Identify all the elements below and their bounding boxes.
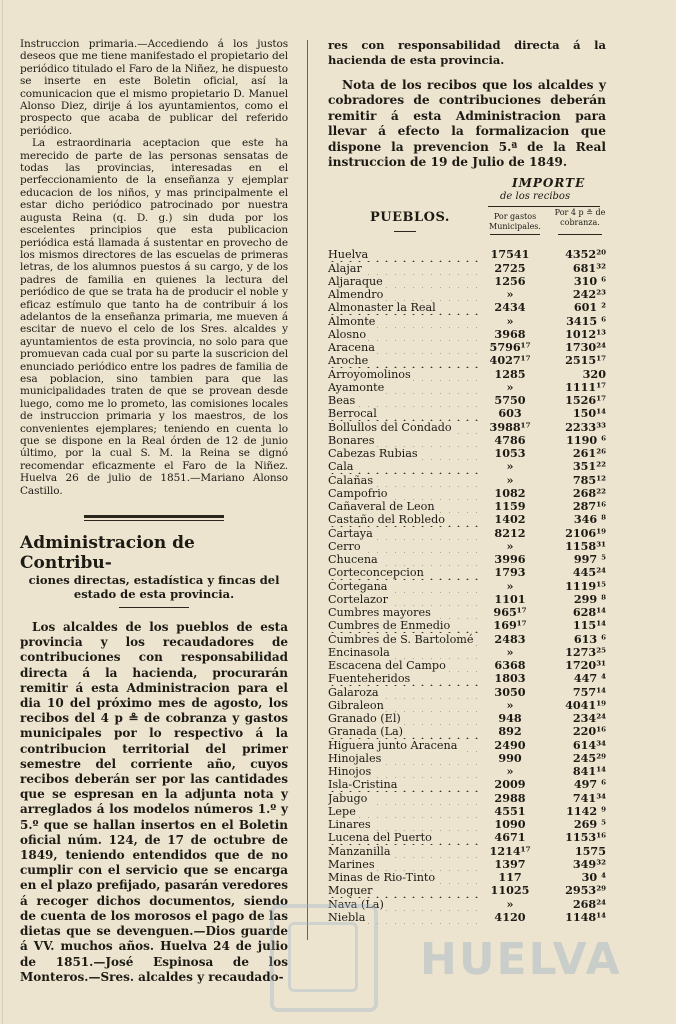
- gastos-municipales-cell: »: [506, 460, 514, 474]
- pueblo-cell: [328, 699, 480, 712]
- pueblo-cell: [328, 831, 480, 844]
- cobranza-cell: 2106¹⁹: [565, 526, 606, 540]
- table-row: [328, 633, 606, 646]
- importe-rule: [488, 206, 600, 207]
- table-header: [328, 176, 606, 242]
- gastos-municipales-cell: 948: [498, 712, 522, 726]
- table-row: [328, 606, 606, 619]
- table-row: [328, 328, 606, 341]
- table-row: [328, 288, 606, 301]
- section-rule: [119, 607, 189, 608]
- pueblo-cell: [328, 739, 480, 752]
- pueblo-name: Cañaveral de Leon: [328, 500, 435, 514]
- cobranza-cell: 1148¹⁴: [565, 910, 606, 924]
- instruccion-primaria-notice: Instruccion primaria.—Accediendo á los justos deseos que me tiene manifestado el propietario del periódico titulado el Faro de la Niñez, he dispuesto se inserte en este Boletin oficial, así la comunicacion que el mismo propietario D. Manuel Alonso Diez, dirije á los ayuntamientos, como el prospecto que acaba de publicar del referido periódico.: [20, 38, 288, 137]
- watermark-logo-icon: [270, 904, 378, 1012]
- pueblo-name: Aracena: [328, 341, 375, 355]
- cobranza-cell: 681³²: [572, 261, 606, 275]
- pueblo-cell: [328, 884, 480, 897]
- pueblo-name: Cumbres de Enmedio: [328, 619, 451, 633]
- gastos-municipales-cell: 2483: [494, 632, 526, 646]
- pueblo-cell: [328, 301, 480, 314]
- cobranza-cell: 4352²⁰: [565, 248, 606, 262]
- pueblo-name: Calañas: [328, 473, 374, 487]
- left-column: [20, 38, 288, 985]
- gastos-municipales-cell: 1803: [494, 672, 526, 686]
- cobranza-cell: 841¹⁴: [572, 765, 606, 779]
- table-row: [328, 275, 606, 288]
- pueblo-cell: [328, 792, 480, 805]
- pueblo-cell: [328, 513, 480, 526]
- pueblo-cell: [328, 633, 480, 646]
- pueblo-cell: [328, 500, 480, 513]
- column-rule: [307, 40, 308, 940]
- gastos-municipales-cell: 603: [498, 407, 522, 421]
- section-subtitle: ciones directas, estadística y fincas del estado de esta provincia.: [28, 573, 280, 602]
- table-row: [328, 248, 606, 261]
- table-row: [328, 646, 606, 659]
- gastos-municipales-cell: 4120: [494, 910, 526, 924]
- pueblo-cell: [328, 341, 480, 354]
- pueblo-name: Alajar: [328, 261, 362, 275]
- cobranza-cell: 741³⁴: [572, 791, 606, 805]
- pueblo-name: Minas de Rio-Tinto: [328, 871, 436, 885]
- pueblo-cell: [328, 447, 480, 460]
- gastos-municipales-cell: 1256: [494, 274, 526, 288]
- pueblo-name: Almonte: [328, 314, 376, 328]
- pueblo-name: Granada (La): [328, 725, 404, 739]
- cobranza-cell: 1012¹³: [565, 327, 606, 341]
- cobranza-cell: 1190 ⁶: [566, 433, 606, 447]
- pueblo-name: Corteconcepcion: [328, 566, 424, 580]
- pueblo-cell: [328, 487, 480, 500]
- pueblo-cell: [328, 527, 480, 540]
- pueblo-name: Bonares: [328, 433, 375, 447]
- cobranza-cell: 1273²⁵: [565, 645, 606, 659]
- cobranza-cell: 447 ⁴: [573, 672, 606, 686]
- gastos-municipales-cell: »: [506, 579, 514, 593]
- table-row: [328, 845, 606, 858]
- pueblo-cell: [328, 368, 480, 381]
- pueblo-cell: [328, 646, 480, 659]
- cobranza-cell: 445²⁴: [572, 566, 606, 580]
- table-row: [328, 672, 606, 685]
- pueblo-name: Niebla: [328, 910, 366, 924]
- gastos-municipales-cell: 892: [498, 725, 522, 739]
- pueblo-name: Almonaster la Real: [328, 301, 436, 315]
- table-row: [328, 725, 606, 738]
- gastos-municipales-cell: 5796¹⁷: [489, 341, 531, 355]
- table-row: [328, 659, 606, 672]
- pueblo-name: Hinojos: [328, 765, 372, 779]
- gastos-municipales-cell: 965¹⁷: [493, 606, 527, 620]
- pueblo-cell: [328, 434, 480, 447]
- pueblo-name: Nava (La): [328, 897, 384, 911]
- table-row: [328, 474, 606, 487]
- cobranza-cell: 601 ²: [573, 301, 606, 315]
- gastos-municipales-cell: 1159: [494, 500, 526, 514]
- pueblo-name: Almendro: [328, 288, 384, 302]
- cobranza-cell: 1720³¹: [565, 659, 606, 673]
- pueblo-name: Lepe: [328, 804, 356, 818]
- gastos-municipales-cell: 4027¹⁷: [489, 354, 531, 368]
- pueblo-name: Isla-Cristina: [328, 778, 398, 792]
- cobranza-cell: 115¹⁴: [572, 619, 606, 633]
- gastos-municipales-cell: »: [506, 314, 514, 328]
- cobranza-cell: 1526¹⁷: [565, 394, 606, 408]
- cobranza-cell: 1575: [574, 844, 606, 858]
- table-row: [328, 527, 606, 540]
- page-edge: [2, 0, 3, 1024]
- gastos-municipales-cell: 17541: [490, 248, 530, 262]
- cobranza-cell: 261²⁶: [572, 447, 606, 461]
- pueblo-cell: [328, 765, 480, 778]
- cobranza-cell: 497 ⁶: [573, 778, 606, 792]
- column-header-cobranza: Por 4 p ≗ de cobranza.: [554, 208, 606, 228]
- table-row: [328, 858, 606, 871]
- pueblo-name: Gibraleon: [328, 698, 384, 712]
- gastos-municipales-cell: 2490: [494, 738, 526, 752]
- continued-text: res con responsabilidad directa á la hacienda de esta provincia.: [328, 38, 606, 67]
- pueblo-cell: [328, 845, 480, 858]
- table-row: [328, 540, 606, 553]
- pueblo-name: Alosno: [328, 327, 367, 341]
- pueblo-name: Lucena del Puerto: [328, 831, 432, 845]
- pueblo-name: Hinojales: [328, 751, 382, 765]
- pueblo-name: Galaroza: [328, 685, 379, 699]
- cobranza-cell: 2953²⁹: [565, 884, 606, 898]
- pueblo-name: Cerro: [328, 539, 361, 553]
- table-row: [328, 778, 606, 791]
- pueblos-rule: [394, 231, 416, 232]
- pueblo-name: Campofrio: [328, 486, 388, 500]
- cobranza-cell: 268²⁴: [572, 897, 606, 911]
- pueblo-name: Beas: [328, 394, 356, 408]
- pueblo-cell: [328, 686, 480, 699]
- pueblo-cell: [328, 540, 480, 553]
- table-row: [328, 301, 606, 314]
- gastos-municipales-cell: 2725: [494, 261, 526, 275]
- pueblo-cell: [328, 778, 480, 791]
- cobranza-cell: 320: [582, 367, 606, 381]
- pueblo-cell: [328, 553, 480, 566]
- pueblo-cell: [328, 593, 480, 606]
- gastos-municipales-cell: 1402: [494, 513, 526, 527]
- gastos-municipales-cell: »: [506, 473, 514, 487]
- pueblo-name: Cumbres mayores: [328, 606, 431, 620]
- pueblo-name: Granado (El): [328, 712, 401, 726]
- pueblo-name: Bollullos del Condado: [328, 420, 452, 434]
- pueblo-name: Ayamonte: [328, 380, 385, 394]
- pueblo-name: Berrocal: [328, 407, 377, 421]
- table-row: [328, 752, 606, 765]
- cobranza-cell: 269 ⁵: [573, 818, 606, 832]
- gastos-municipales-cell: 5750: [494, 394, 526, 408]
- pueblo-name: Castaño del Robledo: [328, 513, 445, 527]
- gastos-municipales-cell: 8212: [494, 526, 526, 540]
- pueblo-name: Cartaya: [328, 526, 373, 540]
- table-row: [328, 884, 606, 897]
- contribuciones-notice: Los alcaldes de los pueblos de esta provincia y los recaudadores de contribuciones con responsabilidad directa á la hacienda, procurarán remitir á esta Administracion para el dia 10 del próximo mes de agosto, los recibos del 4 p ≗ de cobranza y gastos municipales por lo respectivo á la contribucion territorial del primer semestre del corriente año, cuyos recibos deberán ser por las cantidades que se espresan en la adjunta nota y arreglados á los modelos números 1.º y 5.º que se hallan insertos en el Boletin oficial núm. 124, de 17 de octubre de 1849, teniendo entendidos que de no cumplir con el servicio que se encarga en el plazo prefijado, pasarán veredores á recoger dichos documentos, siendo de cuenta de los morosos el pago de las dietas que se devenguen.—Dios guarde á VV. muchos años. Huelva 24 de julio de 1851.—José Espinosa de los Monteros.—Sres. alcaldes y recaudado-: [20, 620, 288, 984]
- cobranza-cell: 2233³³: [565, 420, 606, 434]
- cobranza-cell: 310 ⁶: [573, 274, 606, 288]
- cobranza-cell: 349³²: [572, 857, 606, 871]
- pueblo-cell: [328, 725, 480, 738]
- table-row: [328, 262, 606, 275]
- table-row: [328, 712, 606, 725]
- column-rule-municipales: [490, 234, 540, 235]
- pueblo-cell: [328, 818, 480, 831]
- pueblo-cell: [328, 566, 480, 579]
- pueblo-name: Cortelazor: [328, 592, 388, 606]
- table-row: [328, 381, 606, 394]
- gastos-municipales-cell: »: [506, 765, 514, 779]
- pueblo-name: Aroche: [328, 354, 369, 368]
- pueblo-cell: [328, 407, 480, 420]
- pueblo-name: Manzanilla: [328, 844, 391, 858]
- pueblo-cell: [328, 328, 480, 341]
- gastos-municipales-cell: 3996: [494, 553, 526, 567]
- pueblos-header: PUEBLOS.: [370, 210, 450, 226]
- pueblo-cell: [328, 354, 480, 367]
- cobranza-cell: 1730²⁴: [565, 341, 606, 355]
- cobranza-cell: 287¹⁶: [572, 500, 606, 514]
- cobranza-cell: 757¹⁴: [572, 685, 606, 699]
- pueblo-cell: [328, 381, 480, 394]
- table-row: [328, 500, 606, 513]
- cobranza-cell: 1142 ⁹: [566, 804, 606, 818]
- cobranza-cell: 1111¹⁷: [565, 380, 606, 394]
- gastos-municipales-cell: »: [506, 539, 514, 553]
- cobranza-cell: 150¹⁴: [572, 407, 606, 421]
- pueblo-cell: [328, 275, 480, 288]
- gastos-municipales-cell: 1397: [494, 857, 526, 871]
- table-row: [328, 871, 606, 884]
- pueblo-cell: [328, 288, 480, 301]
- section-divider: [84, 515, 224, 521]
- gastos-municipales-cell: 3968: [494, 327, 526, 341]
- pueblo-name: Encinasola: [328, 645, 390, 659]
- table-row: [328, 341, 606, 354]
- pueblo-cell: [328, 421, 480, 434]
- pueblo-cell: [328, 580, 480, 593]
- cobranza-cell: 613 ⁶: [573, 632, 606, 646]
- table-row: [328, 434, 606, 447]
- cobranza-cell: 997 ⁵: [573, 553, 606, 567]
- pueblo-name: Chucena: [328, 553, 378, 567]
- table-row: [328, 447, 606, 460]
- pueblo-cell: [328, 752, 480, 765]
- gastos-municipales-cell: »: [506, 380, 514, 394]
- cobranza-cell: 220¹⁶: [572, 725, 606, 739]
- gastos-municipales-cell: 1793: [494, 566, 526, 580]
- gastos-municipales-cell: 2434: [494, 301, 526, 315]
- table-row: [328, 739, 606, 752]
- archive-watermark: [270, 898, 622, 1018]
- column-rule-cobranza: [558, 234, 602, 235]
- cobranza-cell: 1158³¹: [565, 539, 606, 553]
- gastos-municipales-cell: 2988: [494, 791, 526, 805]
- gastos-municipales-cell: 1090: [494, 818, 526, 832]
- gastos-municipales-cell: »: [506, 645, 514, 659]
- pueblo-name: Higuera junto Aracena: [328, 738, 458, 752]
- table-row: [328, 580, 606, 593]
- gastos-municipales-cell: 1053: [494, 447, 526, 461]
- table-row: [328, 487, 606, 500]
- pueblo-cell: [328, 712, 480, 725]
- pueblo-cell: [328, 248, 480, 261]
- pueblo-cell: [328, 858, 480, 871]
- table-row: [328, 513, 606, 526]
- cobranza-cell: 351²²: [572, 460, 606, 474]
- table-row: [328, 765, 606, 778]
- pueblo-cell: [328, 805, 480, 818]
- pueblo-name: Cortegana: [328, 579, 388, 593]
- table-row: [328, 407, 606, 420]
- gastos-municipales-cell: 4671: [494, 831, 526, 845]
- table-row: [328, 805, 606, 818]
- cobranza-cell: 2515¹⁷: [565, 354, 606, 368]
- recibos-table-body: [328, 248, 606, 924]
- pueblo-cell: [328, 394, 480, 407]
- pueblo-name: Fuenteheridos: [328, 672, 411, 686]
- table-row: [328, 619, 606, 632]
- gastos-municipales-cell: 3988¹⁷: [489, 420, 531, 434]
- gastos-municipales-cell: 4786: [494, 433, 526, 447]
- gastos-municipales-cell: 4551: [494, 804, 526, 818]
- importe-subtitle: de los recibos: [500, 191, 571, 203]
- pueblo-name: Linares: [328, 818, 371, 832]
- watermark-text: HUELVA: [420, 934, 622, 985]
- pueblo-cell: [328, 871, 480, 884]
- pueblo-name: Jabugo: [328, 791, 368, 805]
- section-title: Administracion de Contribu-: [20, 533, 195, 574]
- pueblo-name: Cabezas Rubias: [328, 447, 418, 461]
- table-row: [328, 553, 606, 566]
- table-row: [328, 792, 606, 805]
- pueblo-name: Arroyomolinos: [328, 367, 411, 381]
- pueblo-name: Cala: [328, 460, 354, 474]
- cobranza-cell: 299 ⁸: [573, 592, 606, 606]
- gastos-municipales-cell: 2009: [494, 778, 526, 792]
- pueblo-name: Cumbres de S. Bartolomé: [328, 632, 474, 646]
- pueblo-name: Moguer: [328, 884, 373, 898]
- pueblo-name: Aljaraque: [328, 274, 383, 288]
- gastos-municipales-cell: 11025: [490, 884, 530, 898]
- pueblo-name: Escacena del Campo: [328, 659, 446, 673]
- table-row: [328, 354, 606, 367]
- faro-ninez-paragraph: La estraordinaria aceptacion que este ha merecido de parte de las personas sensatas de todas las provincias, interesadas en el perfeccionamiento de la enseñanza y ejemplar educacion de los niños, y mas principalmente el estar dicho periódico patrocinado por nuestra augusta Reina (q. D. g.) sin duda por los escelentes principios que esta publicacion periódica está llamada á sustentar en provecho de los mismos directores de las escuelas de primeras letras, de los alumnos puestos á su cargo, y de los padres de familia en quienes la lectura del periódico de que se trata ha de producir el noble y eficaz estímulo que tanto ha de contribuir á los adelantos de la enseñanza primaria, me mueven á escitar de nuevo el celo de los Sres. alcaldes y ayuntamientos de esta provincia, no solo para que promuevan cada cual por su parte la suscricion del enunciado periódico entre los padres de familia de esa poblacion, sino tambien para que las municipalidades traten de que se provean desde luego, como me lo prometo, las comisiones locales de instruccion primaria y los maestros, de los convenientes ejemplares; teniendo en cuenta lo que se dispone en la Real órden de 12 de junio último, por la cual S. M. la Reina se dignó recomendar eficazmente el Faro de la Niñez. Huelva 26 de julio de 1851.—Mariano Alonso Castillo.: [20, 137, 288, 497]
- cobranza-cell: 785¹²: [572, 473, 606, 487]
- pueblo-name: Huelva: [328, 248, 369, 262]
- column-header-municipales: Por gastos Municipales.: [489, 212, 541, 232]
- gastos-municipales-cell: »: [506, 698, 514, 712]
- pueblo-cell: [328, 474, 480, 487]
- cobranza-cell: 346 ⁸: [573, 513, 606, 527]
- cobranza-cell: 242²³: [572, 288, 606, 302]
- gastos-municipales-cell: 3050: [494, 685, 526, 699]
- table-row: [328, 394, 606, 407]
- pueblo-cell: [328, 659, 480, 672]
- table-row: [328, 699, 606, 712]
- cobranza-cell: 30 ⁴: [581, 871, 606, 885]
- cobranza-cell: 234²⁴: [572, 712, 606, 726]
- pueblo-cell: [328, 460, 480, 473]
- table-row: [328, 831, 606, 844]
- table-row: [328, 593, 606, 606]
- gastos-municipales-cell: 169¹⁷: [493, 619, 527, 633]
- pueblo-cell: [328, 315, 480, 328]
- table-row: [328, 818, 606, 831]
- pueblo-name: Marines: [328, 857, 375, 871]
- cobranza-cell: 4041¹⁹: [565, 698, 606, 712]
- gastos-municipales-cell: 990: [498, 751, 522, 765]
- gastos-municipales-cell: 1082: [494, 486, 526, 500]
- gastos-municipales-cell: »: [506, 897, 514, 911]
- cobranza-cell: 245²⁹: [572, 751, 606, 765]
- importe-title: IMPORTE: [512, 176, 586, 191]
- table-row: [328, 368, 606, 381]
- cobranza-cell: 1119¹⁵: [565, 579, 606, 593]
- table-row: [328, 566, 606, 579]
- cobranza-cell: 3415 ⁶: [566, 314, 606, 328]
- table-row: [328, 421, 606, 434]
- gastos-municipales-cell: 1285: [494, 367, 526, 381]
- pueblo-cell: [328, 619, 480, 632]
- gastos-municipales-cell: »: [506, 288, 514, 302]
- pueblo-cell: [328, 606, 480, 619]
- table-row: [328, 686, 606, 699]
- pueblo-cell: [328, 672, 480, 685]
- gastos-municipales-cell: 1101: [494, 592, 526, 606]
- cobranza-cell: 628¹⁴: [572, 606, 606, 620]
- cobranza-cell: 614³⁴: [572, 738, 606, 752]
- recibos-table: [328, 248, 606, 924]
- table-row: [328, 460, 606, 473]
- right-column: [328, 38, 606, 924]
- pueblo-cell: [328, 262, 480, 275]
- cobranza-cell: 1153¹⁶: [565, 831, 606, 845]
- gastos-municipales-cell: 1214¹⁷: [489, 844, 531, 858]
- gastos-municipales-cell: 117: [498, 871, 522, 885]
- nota-paragraph: Nota de los recibos que los alcaldes y cobradores de contribuciones deberán remitir á esta Administracion para llevar á efecto la formalizacion que dispone la prevencion 5.ª de la Real instruccion de 19 de Julio de 1849.: [328, 78, 606, 170]
- cobranza-cell: 268²²: [572, 486, 606, 500]
- table-row: [328, 315, 606, 328]
- gastos-municipales-cell: 6368: [494, 659, 526, 673]
